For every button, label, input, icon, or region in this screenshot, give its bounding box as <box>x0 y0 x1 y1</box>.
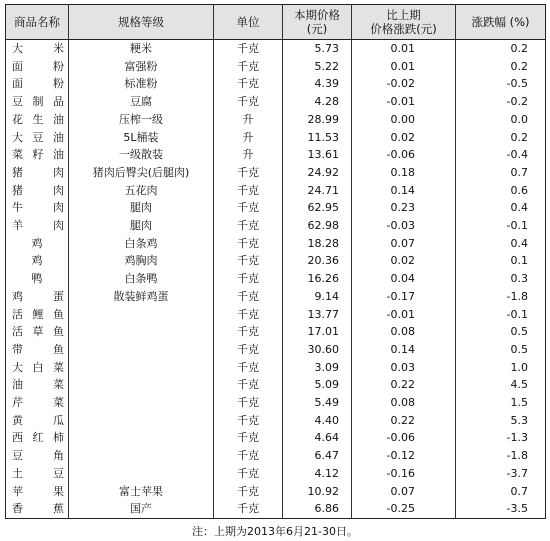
table-row <box>6 252 546 270</box>
cell-spec: 五花肉 <box>69 182 214 200</box>
cell-pct: 1.5 <box>456 394 546 412</box>
cell-price: 20.36 <box>283 252 352 270</box>
cell-change: 0.14 <box>352 341 456 359</box>
cell-unit: 升 <box>214 111 283 129</box>
table-row <box>6 75 546 93</box>
cell-spec <box>69 465 214 483</box>
cell-name: 面 粉 <box>6 58 69 76</box>
cell-price: 16.26 <box>283 270 352 288</box>
cell-spec <box>69 341 214 359</box>
cell-unit: 千克 <box>214 447 283 465</box>
cell-price: 4.64 <box>283 429 352 447</box>
cell-unit: 千克 <box>214 429 283 447</box>
cell-pct: 0.7 <box>456 164 546 182</box>
cell-unit: 千克 <box>214 323 283 341</box>
cell-price: 18.28 <box>283 235 352 253</box>
cell-pct: 0.7 <box>456 483 546 501</box>
table-row <box>6 146 546 164</box>
table-row <box>6 306 546 324</box>
cell-unit: 千克 <box>214 182 283 200</box>
cell-name: 鸡 <box>6 252 69 270</box>
cell-name: 活鲤鱼 <box>6 306 69 324</box>
cell-spec <box>69 412 214 430</box>
cell-spec: 白条鸡 <box>69 235 214 253</box>
cell-spec <box>69 429 214 447</box>
cell-spec: 一级散装 <box>69 146 214 164</box>
cell-change: -0.03 <box>352 217 456 235</box>
cell-spec <box>69 447 214 465</box>
table-row <box>6 111 546 129</box>
cell-pct: -0.1 <box>456 217 546 235</box>
cell-unit: 千克 <box>214 483 283 501</box>
cell-unit: 千克 <box>214 359 283 377</box>
table-row <box>6 288 546 306</box>
cell-spec: 富士苹果 <box>69 483 214 501</box>
table-row <box>6 129 546 147</box>
header-change-line2: 价格涨跌(元) <box>370 22 437 36</box>
cell-unit: 千克 <box>214 341 283 359</box>
cell-unit: 千克 <box>214 500 283 518</box>
cell-spec <box>69 323 214 341</box>
cell-name: 大白菜 <box>6 359 69 377</box>
cell-pct: 0.5 <box>456 341 546 359</box>
cell-price: 62.95 <box>283 199 352 217</box>
cell-change: -0.17 <box>352 288 456 306</box>
cell-name: 芹 菜 <box>6 394 69 412</box>
cell-price: 17.01 <box>283 323 352 341</box>
cell-price: 11.53 <box>283 129 352 147</box>
cell-name: 苹 果 <box>6 483 69 501</box>
cell-pct: 5.3 <box>456 412 546 430</box>
cell-unit: 千克 <box>214 376 283 394</box>
cell-change: -0.02 <box>352 75 456 93</box>
cell-name: 鸡 <box>6 235 69 253</box>
cell-price: 62.98 <box>283 217 352 235</box>
cell-name: 西红柿 <box>6 429 69 447</box>
table-row <box>6 429 546 447</box>
cell-pct: -0.1 <box>456 306 546 324</box>
cell-unit: 千克 <box>214 288 283 306</box>
cell-change: -0.16 <box>352 465 456 483</box>
cell-spec: 猪肉后臀尖(后腿肉) <box>69 164 214 182</box>
cell-name: 黄 瓜 <box>6 412 69 430</box>
price-table <box>5 4 546 519</box>
table-row <box>6 164 546 182</box>
cell-change: 0.07 <box>352 483 456 501</box>
cell-change: 0.18 <box>352 164 456 182</box>
table-row <box>6 394 546 412</box>
cell-change: -0.06 <box>352 429 456 447</box>
cell-price: 4.12 <box>283 465 352 483</box>
header-row <box>6 5 546 40</box>
cell-pct: -0.4 <box>456 146 546 164</box>
cell-change: 0.04 <box>352 270 456 288</box>
cell-change: 0.22 <box>352 376 456 394</box>
cell-name: 香 蕉 <box>6 500 69 518</box>
cell-spec: 白条鸭 <box>69 270 214 288</box>
cell-spec <box>69 376 214 394</box>
cell-pct: -3.5 <box>456 500 546 518</box>
table-row <box>6 376 546 394</box>
cell-unit: 千克 <box>214 217 283 235</box>
cell-price: 6.86 <box>283 500 352 518</box>
cell-change: 0.07 <box>352 235 456 253</box>
cell-unit: 千克 <box>214 164 283 182</box>
cell-price: 4.40 <box>283 412 352 430</box>
cell-price: 28.99 <box>283 111 352 129</box>
cell-pct: -0.5 <box>456 75 546 93</box>
cell-spec: 富强粉 <box>69 58 214 76</box>
cell-name: 面 粉 <box>6 75 69 93</box>
cell-name: 活草鱼 <box>6 323 69 341</box>
cell-unit: 千克 <box>214 252 283 270</box>
table-row <box>6 447 546 465</box>
cell-unit: 升 <box>214 146 283 164</box>
cell-price: 24.92 <box>283 164 352 182</box>
cell-pct: 0.4 <box>456 235 546 253</box>
cell-change: -0.06 <box>352 146 456 164</box>
header-price-line2: (元) <box>306 22 328 36</box>
cell-name: 牛 肉 <box>6 199 69 217</box>
table-row <box>6 323 546 341</box>
cell-unit: 千克 <box>214 75 283 93</box>
cell-pct: -1.3 <box>456 429 546 447</box>
cell-unit: 升 <box>214 129 283 147</box>
cell-price: 4.28 <box>283 93 352 111</box>
cell-price: 9.14 <box>283 288 352 306</box>
cell-name: 油 菜 <box>6 376 69 394</box>
cell-price: 13.77 <box>283 306 352 324</box>
cell-pct: 0.3 <box>456 270 546 288</box>
cell-unit: 千克 <box>214 270 283 288</box>
header-pct: 涨跌幅 (%) <box>456 5 546 40</box>
cell-name: 花生油 <box>6 111 69 129</box>
cell-price: 6.47 <box>283 447 352 465</box>
cell-spec <box>69 359 214 377</box>
footnote: 注：上期为2013年6月21-30日。 <box>192 525 358 538</box>
cell-price: 24.71 <box>283 182 352 200</box>
cell-spec: 压榨一级 <box>69 111 214 129</box>
cell-spec <box>69 306 214 324</box>
cell-name: 大 米 <box>6 40 69 58</box>
cell-change: -0.01 <box>352 93 456 111</box>
cell-spec: 5L桶装 <box>69 129 214 147</box>
table-row <box>6 412 546 430</box>
header-change-line1: 比上期 <box>386 8 421 22</box>
table-row <box>6 40 546 58</box>
table-row <box>6 199 546 217</box>
cell-pct: 0.1 <box>456 252 546 270</box>
cell-name: 土 豆 <box>6 465 69 483</box>
table-row <box>6 359 546 377</box>
cell-pct: -3.7 <box>456 465 546 483</box>
cell-price: 13.61 <box>283 146 352 164</box>
cell-spec <box>69 394 214 412</box>
cell-name: 鸡 蛋 <box>6 288 69 306</box>
cell-price: 5.09 <box>283 376 352 394</box>
cell-pct: 0.4 <box>456 199 546 217</box>
cell-change: 0.14 <box>352 182 456 200</box>
header-name: 商品名称 <box>6 5 69 40</box>
cell-pct: 1.0 <box>456 359 546 377</box>
cell-price: 30.60 <box>283 341 352 359</box>
cell-name: 豆 角 <box>6 447 69 465</box>
cell-spec: 豆腐 <box>69 93 214 111</box>
cell-spec: 腿肉 <box>69 217 214 235</box>
cell-change: 0.01 <box>352 40 456 58</box>
table-row <box>6 270 546 288</box>
cell-change: 0.08 <box>352 323 456 341</box>
cell-change: 0.02 <box>352 252 456 270</box>
cell-pct: 0.0 <box>456 111 546 129</box>
cell-price: 3.09 <box>283 359 352 377</box>
table-body <box>6 40 546 519</box>
header-price <box>283 5 352 40</box>
cell-change: -0.25 <box>352 500 456 518</box>
cell-name: 豆制品 <box>6 93 69 111</box>
cell-change: 0.01 <box>352 58 456 76</box>
cell-spec: 国产 <box>69 500 214 518</box>
cell-change: 0.03 <box>352 359 456 377</box>
cell-unit: 千克 <box>214 93 283 111</box>
table-row <box>6 217 546 235</box>
cell-pct: 4.5 <box>456 376 546 394</box>
cell-pct: -0.2 <box>456 93 546 111</box>
table-row <box>6 500 546 518</box>
table-row <box>6 182 546 200</box>
cell-change: 0.00 <box>352 111 456 129</box>
cell-spec: 标准粉 <box>69 75 214 93</box>
cell-price: 5.73 <box>283 40 352 58</box>
cell-price: 5.22 <box>283 58 352 76</box>
cell-unit: 千克 <box>214 199 283 217</box>
cell-name: 羊 肉 <box>6 217 69 235</box>
cell-unit: 千克 <box>214 58 283 76</box>
cell-price: 5.49 <box>283 394 352 412</box>
cell-name: 大豆油 <box>6 129 69 147</box>
table-row <box>6 341 546 359</box>
cell-price: 10.92 <box>283 483 352 501</box>
table-row <box>6 483 546 501</box>
cell-spec: 散装鲜鸡蛋 <box>69 288 214 306</box>
cell-pct: 0.5 <box>456 323 546 341</box>
cell-change: 0.22 <box>352 412 456 430</box>
cell-unit: 千克 <box>214 235 283 253</box>
cell-change: -0.01 <box>352 306 456 324</box>
cell-price: 4.39 <box>283 75 352 93</box>
cell-spec: 鸡胸肉 <box>69 252 214 270</box>
cell-change: 0.23 <box>352 199 456 217</box>
table-row <box>6 58 546 76</box>
cell-unit: 千克 <box>214 40 283 58</box>
cell-unit: 千克 <box>214 465 283 483</box>
cell-unit: 千克 <box>214 412 283 430</box>
cell-spec: 粳米 <box>69 40 214 58</box>
cell-unit: 千克 <box>214 394 283 412</box>
table-row <box>6 235 546 253</box>
cell-pct: 0.2 <box>456 58 546 76</box>
cell-change: -0.12 <box>352 447 456 465</box>
cell-name: 鸭 <box>6 270 69 288</box>
cell-pct: 0.2 <box>456 40 546 58</box>
table-row <box>6 465 546 483</box>
cell-change: 0.08 <box>352 394 456 412</box>
cell-name: 菜籽油 <box>6 146 69 164</box>
header-unit: 单位 <box>214 5 283 40</box>
cell-name: 带 鱼 <box>6 341 69 359</box>
cell-name: 猪 肉 <box>6 164 69 182</box>
header-price-line1: 本期价格 <box>294 8 340 22</box>
cell-spec: 腿肉 <box>69 199 214 217</box>
table-row <box>6 93 546 111</box>
cell-name: 猪 肉 <box>6 182 69 200</box>
cell-pct: 0.6 <box>456 182 546 200</box>
cell-pct: -1.8 <box>456 288 546 306</box>
header-spec: 规格等级 <box>69 5 214 40</box>
header-change <box>352 5 456 40</box>
cell-pct: 0.2 <box>456 129 546 147</box>
cell-unit: 千克 <box>214 306 283 324</box>
cell-pct: -1.8 <box>456 447 546 465</box>
cell-change: 0.02 <box>352 129 456 147</box>
